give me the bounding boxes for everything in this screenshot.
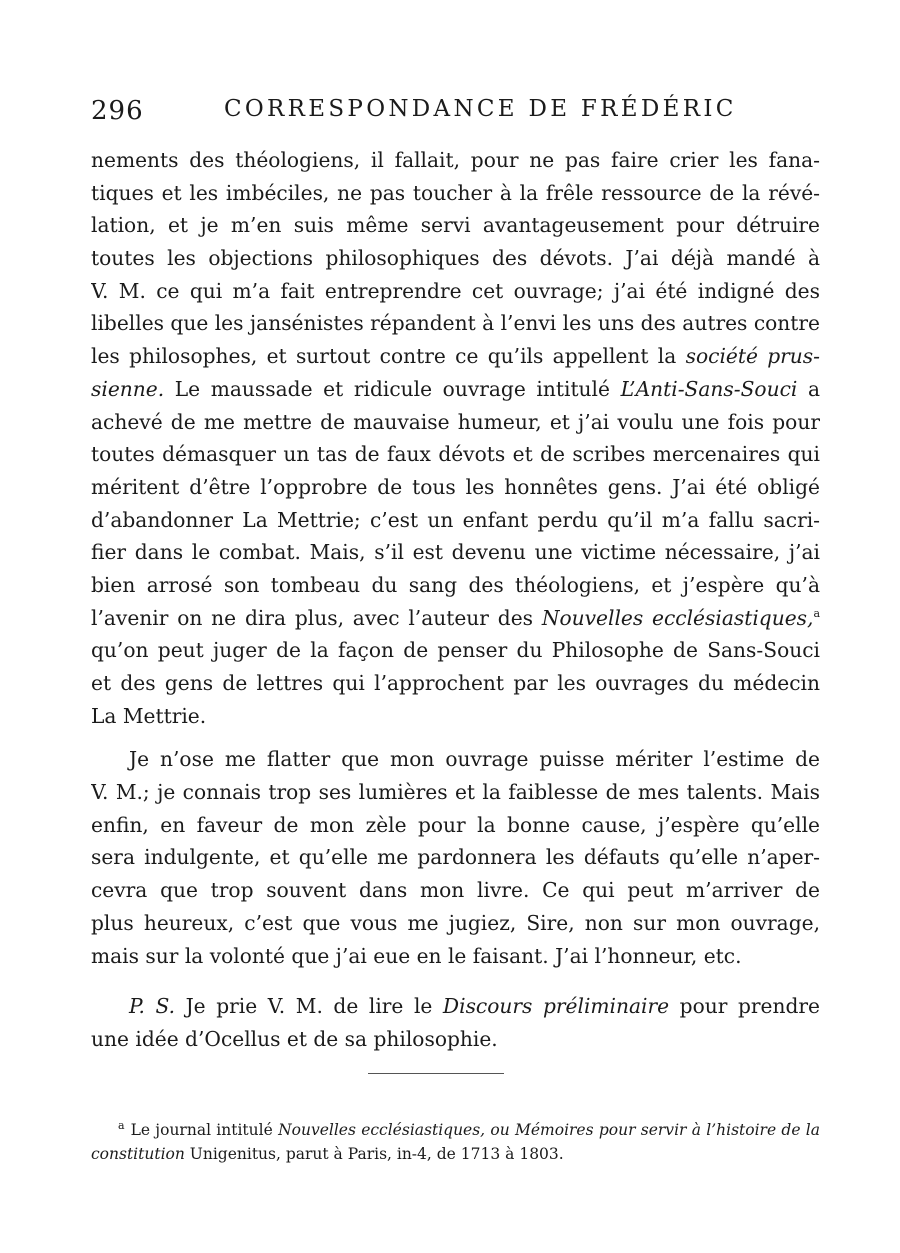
text-span: Le journal intitulé	[130, 1121, 279, 1139]
page-number: 296	[91, 96, 144, 126]
italic-title: constitution	[91, 1145, 185, 1163]
letter-body	[91, 144, 820, 1056]
text-line	[91, 373, 820, 406]
ps-label: P. S.	[129, 994, 176, 1019]
text-line: cevra que trop souvent dans mon livre. Ce qui peut m’arriver de	[91, 878, 820, 903]
text-line	[91, 602, 820, 635]
paragraph-2	[91, 743, 820, 972]
text-line: tiques et les imbéciles, ne pas toucher à la frêle ressource de la révé-	[91, 180, 820, 205]
text-span: a	[797, 376, 820, 401]
text-span: Je prie V. M. de lire le	[175, 994, 443, 1019]
text-line: plus heureux, c’est que vous me jugiez, Sire, non sur mon ouvrage,	[91, 910, 820, 935]
text-line: qu’on peut juger de la façon de penser du Philosophe de Sans-Souci	[91, 638, 820, 663]
text-line: V. M. ce qui m’a fait entreprendre cet ouvrage; j’ai été indigné des	[91, 278, 820, 303]
italic-title: sienne.	[91, 376, 165, 401]
text-line: V. M.; je connais trop ses lumières et la faiblesse de mes talents. Mais	[91, 780, 820, 805]
text-line	[91, 990, 820, 1023]
text-span: l’avenir on ne dira plus, avec l’auteur des	[91, 605, 542, 630]
text-line: d’abandonner La Mettrie; c’est un enfant perdu qu’il m’a fallu sacri-	[91, 507, 820, 532]
footnote-separator	[368, 1073, 504, 1074]
running-head: CORRESPONDANCE DE FRÉDÉRIC	[224, 96, 737, 122]
footnote-line	[91, 1142, 820, 1166]
text-line: une idée d’Ocellus et de sa philosophie.	[91, 1026, 498, 1051]
text-line: La Mettrie.	[91, 703, 207, 728]
footnote	[91, 1118, 820, 1166]
text-span: les philosophes, et surtout contre ce qu’ils appellent la	[91, 344, 677, 369]
text-span: pour prendre	[669, 994, 820, 1019]
text-line: fier dans le combat. Mais, s’il est devenu une victime nécessaire, j’ai	[91, 540, 820, 565]
paragraph-1	[91, 144, 820, 732]
text-line: nements des théologiens, il fallait, pour ne pas faire crier les fana-	[91, 148, 820, 172]
text-line: achevé de me mettre de mauvaise humeur, et j’ai voulu une fois pour	[91, 409, 820, 434]
italic-title: Discours préliminaire	[442, 994, 670, 1019]
italic-title: Nouvelles ecclésiastiques, ou Mémoires pour servir à l’histoire de la	[278, 1121, 820, 1139]
text-line	[91, 340, 820, 373]
footnote-marker: a	[118, 1119, 125, 1132]
italic-title: L’Anti-Sans-Souci	[620, 376, 798, 401]
italic-title: Nouvelles ecclésiastiques,	[541, 605, 814, 630]
text-line: méritent d’être l’opprobre de tous les honnêtes gens. J’ai été obligé	[91, 474, 820, 499]
text-line: enfin, en faveur de mon zèle pour la bonne cause, j’espère qu’elle	[91, 812, 820, 837]
text-line: bien arrosé son tombeau du sang des théologiens, et j’espère qu’à	[91, 572, 820, 597]
text-line: toutes les objections philosophiques des dévots. J’ai déjà mandé à	[91, 246, 820, 271]
text-line: libelles que les jansénistes répandent à l’envi les uns des autres contre	[91, 311, 820, 336]
text-line: toutes démasquer un tas de faux dévots et de scribes mercenaires qui	[91, 442, 820, 467]
footnote-ref[interactable]: a	[813, 606, 820, 620]
text-line: lation, et je m’en suis même servi avantageusement pour détruire	[91, 213, 820, 238]
postscript	[91, 990, 820, 1055]
page-header	[91, 96, 831, 136]
text-line: sera indulgente, et qu’elle me pardonnera les défauts qu’elle n’aper-	[91, 845, 820, 870]
footnote-line	[91, 1118, 820, 1142]
text-span: Le maussade et ridicule ouvrage intitulé	[164, 376, 621, 401]
italic-title: société prus-	[685, 344, 820, 369]
text-line: et des gens de lettres qui l’approchent par les ouvrages du médecin	[91, 671, 820, 695]
text-line: mais sur la volonté que j’ai eue en le faisant. J’ai l’honneur, etc.	[91, 943, 742, 968]
text-line: Je n’ose me flatter que mon ouvrage puisse mériter l’estime de	[129, 747, 820, 772]
text-span: Unigenitus, parut à Paris, in-4, de 1713 à 1803.	[184, 1145, 564, 1163]
